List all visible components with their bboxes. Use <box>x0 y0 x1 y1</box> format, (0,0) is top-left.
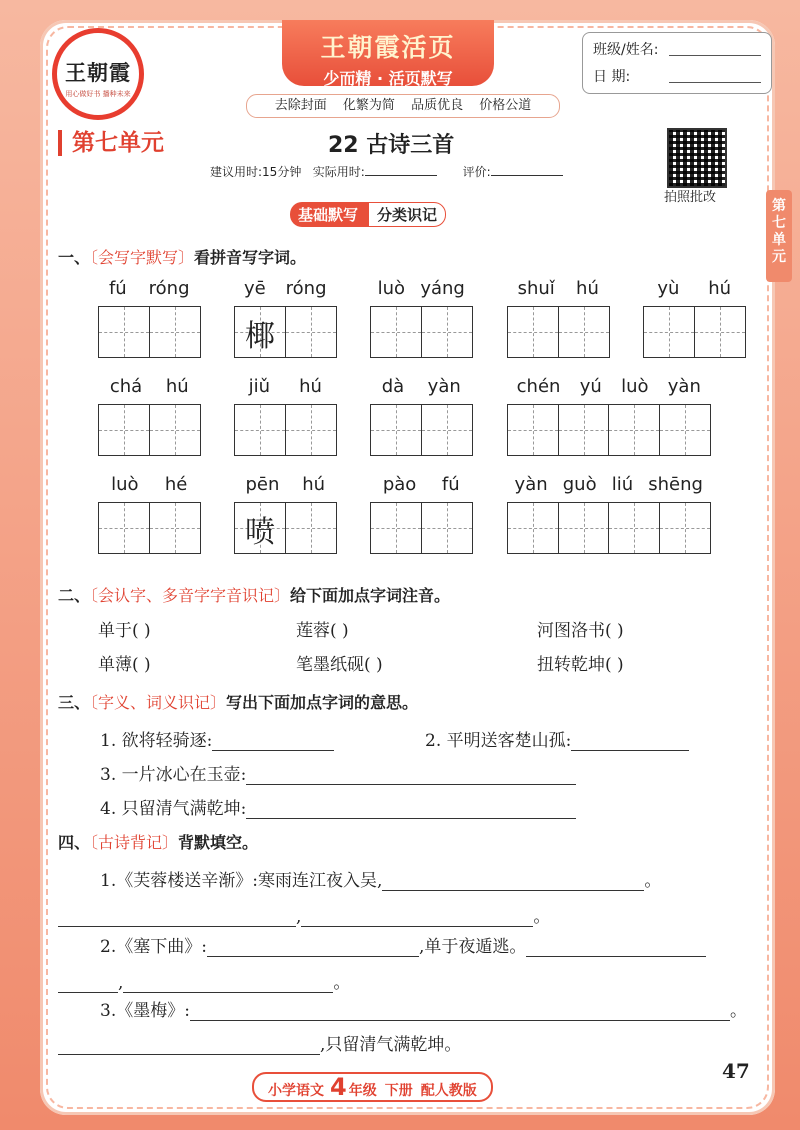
answer-blank[interactable] <box>246 766 576 785</box>
character-box[interactable] <box>558 502 610 554</box>
series-banner <box>282 20 494 86</box>
character-box[interactable] <box>98 404 150 456</box>
character-box[interactable] <box>149 502 201 554</box>
character-box[interactable] <box>370 502 422 554</box>
pinyin-row <box>98 474 201 495</box>
pinyin-syllable: fú <box>108 278 127 299</box>
poem-line: , 。 <box>58 902 550 927</box>
question-4: 四、〔古诗背记〕背默填空。 <box>58 833 259 852</box>
answer-blank[interactable] <box>526 938 706 957</box>
suggested-time: 建议用时:15分钟 <box>210 165 302 179</box>
pinyin-syllable: yàn <box>427 376 461 397</box>
character-box[interactable] <box>608 502 660 554</box>
pinyin-syllable: yáng <box>420 278 465 299</box>
question-text: 写出下面加点字词的意思。 <box>226 693 419 712</box>
answer-blank[interactable] <box>571 732 689 751</box>
pinyin-row <box>234 474 337 495</box>
character-box[interactable] <box>643 306 695 358</box>
answer-blank[interactable] <box>123 974 333 993</box>
character-box[interactable] <box>370 404 422 456</box>
character-box[interactable] <box>98 306 150 358</box>
question-text: 看拼音写字词。 <box>194 248 307 267</box>
character-box[interactable] <box>507 502 559 554</box>
character-box[interactable] <box>285 404 337 456</box>
section-category: 分类识记 <box>368 202 446 227</box>
pinyin-group <box>507 474 711 556</box>
pinyin-syllable: yàn <box>667 376 701 397</box>
pinyin-row <box>234 278 337 299</box>
character-box[interactable] <box>694 306 746 358</box>
class-name-label: 班级/姓名: <box>593 42 659 58</box>
pinyin-syllable: róng <box>148 278 190 299</box>
pinyin-syllable: liú <box>611 474 634 495</box>
poem-line: , 。 <box>58 968 350 993</box>
character-box[interactable] <box>659 404 711 456</box>
pinyin-row <box>98 376 201 397</box>
pinyin-item[interactable]: 笔墨纸砚( ) <box>296 655 383 675</box>
pinyin-group <box>643 278 746 360</box>
pinyin-syllable: guò <box>562 474 597 495</box>
written-character: 喷 <box>245 515 275 550</box>
answer-blank[interactable] <box>301 908 533 927</box>
pinyin-syllable: chén <box>516 376 561 397</box>
answer-blank[interactable] <box>212 732 334 751</box>
character-box[interactable] <box>285 306 337 358</box>
brand-logo <box>52 28 144 120</box>
pinyin-group <box>234 474 337 556</box>
actual-time-label: 实际用时: <box>312 165 365 179</box>
pinyin-syllable: dà <box>381 376 405 397</box>
poem-line: 1.《芙蓉楼送辛渐》:寒雨连江夜入吴, 。 <box>100 871 662 891</box>
written-character: 椰 <box>245 319 275 354</box>
character-box[interactable] <box>558 306 610 358</box>
lesson-title: 22 古诗三首 <box>328 133 455 158</box>
character-box[interactable] <box>507 306 559 358</box>
meaning-item: 3. 一片冰心在玉壶: <box>100 760 576 785</box>
unit-title: 第七单元 <box>58 130 164 156</box>
pinyin-group <box>370 278 473 360</box>
pinyin-group <box>98 474 201 556</box>
pinyin-syllable: fú <box>441 474 460 495</box>
pinyin-row <box>234 376 337 397</box>
evaluation-field[interactable] <box>491 175 563 176</box>
question-text: 背默填空。 <box>178 833 259 852</box>
pinyin-row <box>643 278 746 299</box>
pinyin-syllable: hé <box>164 474 188 495</box>
pinyin-syllable: yē <box>243 278 266 299</box>
evaluation-label: 评价: <box>462 165 491 179</box>
pinyin-syllable: hú <box>576 278 599 299</box>
pinyin-group <box>370 474 473 556</box>
character-box[interactable] <box>98 502 150 554</box>
pinyin-row <box>507 376 711 397</box>
slogan-bar <box>246 94 560 118</box>
class-name-field[interactable] <box>669 55 761 56</box>
pinyin-syllable: luò <box>111 474 139 495</box>
pinyin-syllable: chá <box>109 376 143 397</box>
pinyin-item[interactable]: 单薄( ) <box>98 655 151 675</box>
slogan-item: 价格公道 <box>479 98 532 113</box>
character-box[interactable] <box>285 502 337 554</box>
unit-side-tab: 第七单元 <box>766 190 792 282</box>
answer-blank[interactable] <box>246 800 576 819</box>
slogan-item: 品质优良 <box>411 98 464 113</box>
pinyin-group <box>98 278 201 360</box>
pinyin-syllable: hú <box>708 278 732 299</box>
pinyin-item[interactable]: 单于( ) <box>98 621 151 641</box>
pinyin-syllable: yàn <box>514 474 548 495</box>
pinyin-group <box>507 278 610 360</box>
pinyin-syllable: hú <box>299 376 322 397</box>
pinyin-row <box>370 376 473 397</box>
pinyin-syllable: róng <box>285 278 327 299</box>
date-field[interactable] <box>669 82 761 83</box>
character-box[interactable] <box>234 306 286 358</box>
meaning-item: 2. 平明送客楚山孤: <box>425 726 689 751</box>
pinyin-syllable: shuǐ <box>517 278 555 299</box>
slogan-item: 化繁为简 <box>342 98 395 113</box>
pinyin-row <box>98 278 201 299</box>
question-1: 一、〔会写字默写〕看拼音写字词。 <box>58 248 307 267</box>
logo-subtext: 用心做好书 播种未来 <box>65 90 131 98</box>
answer-blank[interactable] <box>382 872 644 891</box>
character-box[interactable] <box>608 404 660 456</box>
character-box[interactable] <box>558 404 610 456</box>
character-box[interactable] <box>234 404 286 456</box>
logo-text: 王朝霞 <box>65 60 131 85</box>
date-label: 日 期: <box>593 69 631 85</box>
pinyin-syllable: yù <box>657 278 680 299</box>
poem-line: 2.《塞下曲》: ,单于夜遁逃。 <box>100 932 706 957</box>
character-box[interactable] <box>507 404 559 456</box>
pinyin-row <box>507 278 610 299</box>
character-box[interactable] <box>149 404 201 456</box>
pinyin-syllable: shēng <box>648 474 703 495</box>
pinyin-item[interactable]: 扭转乾坤( ) <box>537 655 624 675</box>
character-box[interactable] <box>421 306 473 358</box>
meaning-item: 4. 只留清气满乾坤: <box>100 794 576 819</box>
time-info <box>210 163 585 180</box>
character-box[interactable] <box>421 404 473 456</box>
footer-badge: 小学语文 4 年级 下册 配人教版 <box>252 1072 493 1102</box>
pinyin-group <box>507 376 711 458</box>
answer-blank[interactable] <box>190 1002 730 1021</box>
section-basic: 基础默写 <box>290 202 368 227</box>
question-text: 给下面加点字词注音。 <box>290 586 451 605</box>
answer-blank[interactable] <box>58 908 296 927</box>
pinyin-syllable: pào <box>382 474 417 495</box>
pinyin-row <box>507 474 711 495</box>
meaning-item: 1. 欲将轻骑逐: <box>100 726 334 751</box>
pinyin-group <box>234 376 337 458</box>
pinyin-syllable: yú <box>579 376 602 397</box>
poem-line: ,只留清气满乾坤。 <box>58 1030 461 1055</box>
pinyin-item[interactable]: 河图洛书( ) <box>537 621 624 641</box>
slogan-item: 去除封面 <box>274 98 327 113</box>
student-info-box <box>582 32 772 94</box>
character-box[interactable] <box>149 306 201 358</box>
pinyin-syllable: hú <box>302 474 326 495</box>
pinyin-syllable: hú <box>165 376 189 397</box>
question-3: 三、〔字义、词义识记〕写出下面加点字词的意思。 <box>58 693 419 712</box>
question-tag: 〔会认字、多音字字音识记〕 <box>90 586 291 605</box>
question-tag: 〔古诗背记〕 <box>90 833 179 852</box>
pinyin-syllable: jiǔ <box>248 376 270 397</box>
question-tag: 〔字义、词义识记〕 <box>90 693 227 712</box>
pinyin-syllable: pēn <box>245 474 280 495</box>
page-number: 47 <box>722 1059 750 1083</box>
pinyin-item[interactable]: 莲蓉( ) <box>296 621 349 641</box>
banner-subtitle: 少而精 · 活页默写 <box>323 69 453 88</box>
pinyin-group <box>370 376 473 458</box>
actual-time-field[interactable] <box>365 175 437 176</box>
pinyin-syllable: luò <box>377 278 406 299</box>
section-heading <box>290 202 446 226</box>
pinyin-group <box>98 376 201 458</box>
answer-blank[interactable] <box>58 974 118 993</box>
pinyin-group <box>234 278 337 360</box>
pinyin-row <box>370 278 473 299</box>
qr-label: 拍照批改 <box>664 190 717 205</box>
banner-title: 王朝霞活页 <box>320 33 456 62</box>
answer-blank[interactable] <box>58 1036 320 1055</box>
poem-line: 3.《墨梅》: 。 <box>100 1001 747 1021</box>
character-box[interactable] <box>659 502 711 554</box>
character-box[interactable] <box>421 502 473 554</box>
character-box[interactable] <box>234 502 286 554</box>
question-tag: 〔会写字默写〕 <box>90 248 195 267</box>
pinyin-row <box>370 474 473 495</box>
qr-code-icon[interactable] <box>667 128 727 188</box>
character-box[interactable] <box>370 306 422 358</box>
question-2: 二、〔会认字、多音字字音识记〕给下面加点字词注音。 <box>58 586 451 605</box>
pinyin-syllable: luò <box>621 376 649 397</box>
answer-blank[interactable] <box>207 938 419 957</box>
